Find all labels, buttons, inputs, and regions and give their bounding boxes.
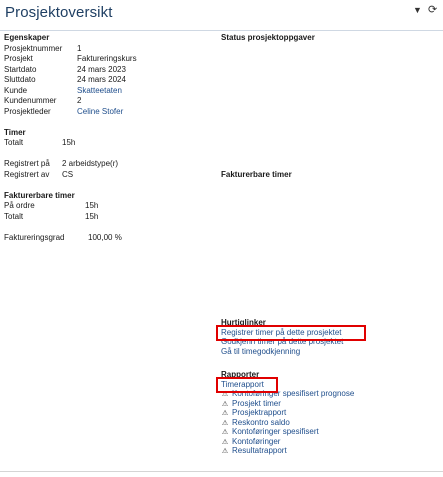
warning-icon: ⚠ [221, 410, 229, 417]
property-row [4, 75, 209, 86]
properties-title: Egenskaper [4, 33, 50, 42]
property-row [4, 44, 209, 55]
property-label: Prosjekt [4, 54, 33, 63]
billable-total-label: Totalt [4, 211, 24, 221]
property-row [4, 96, 209, 107]
billable-on-order-label: På ordre [4, 201, 35, 210]
warning-icon: ⚠ [221, 400, 229, 408]
report-link[interactable]: Reskontro saldo [232, 417, 290, 427]
report-row [221, 389, 354, 399]
quicklink-time-approval[interactable]: Gå til timegodkjenning [221, 346, 301, 356]
customer-link[interactable]: Skatteetaten [77, 85, 122, 95]
registered-value: 2 arbeidstype(r) [62, 159, 119, 168]
report-link[interactable]: Kontoføringer spesifisert prognose [232, 389, 355, 398]
property-label: Kundenummer [4, 96, 57, 105]
report-row [221, 418, 354, 428]
billable-on-order-value: 15h [85, 201, 99, 210]
property-row [4, 107, 209, 118]
right-column [221, 33, 436, 44]
panel-header [0, 0, 443, 31]
quicklink-register-hours[interactable]: Registrer timer på dette prosjektet [221, 327, 342, 337]
report-row [221, 427, 354, 437]
property-value: 1 [77, 43, 82, 53]
billing-rate-value: 100,00 % [88, 232, 122, 242]
chevron-down-icon[interactable]: ▼ [413, 5, 422, 15]
property-label: Startdato [4, 64, 37, 74]
property-value: 2 [77, 96, 82, 105]
property-label: Prosjektnummer [4, 43, 63, 53]
timer-total-value: 15h [62, 138, 76, 147]
report-row [221, 437, 354, 447]
registered-by-label: Registrert av [4, 169, 50, 179]
warning-icon: ⚠ [221, 391, 229, 398]
report-row [221, 408, 354, 418]
quicklinks-title: Hurtiglinker [221, 318, 266, 327]
report-link[interactable]: Prosjekt timer [232, 398, 281, 408]
warning-icon: ⚠ [221, 429, 229, 436]
registered-by-value: CS [62, 169, 74, 179]
billing-rate-label: Faktureringsgrad [4, 232, 65, 242]
property-value: Faktureringskurs [77, 54, 137, 63]
page-title: Prosjektoversikt [5, 4, 113, 21]
timer-total-row [4, 138, 209, 149]
billable-total-value: 15h [85, 211, 99, 221]
billable-total-row [4, 212, 209, 223]
warning-icon: ⚠ [221, 448, 229, 455]
report-row [221, 399, 354, 409]
timer-total-label: Totalt [4, 138, 24, 147]
property-row [4, 86, 209, 97]
report-link[interactable]: Kontoføringer spesifisert [232, 427, 319, 436]
quicklinks-section [221, 318, 343, 356]
registered-label: Registrert på [4, 159, 50, 168]
billable-right-title: Fakturerbare timer [221, 170, 292, 179]
billable-title: Fakturerbare timer [4, 190, 75, 200]
registered-row [4, 159, 209, 170]
report-link[interactable]: Kontoføringer [232, 436, 281, 446]
report-row [221, 446, 354, 456]
left-column [4, 33, 209, 243]
report-timerapport[interactable]: Timerapport [221, 379, 264, 389]
property-value: 24 mars 2024 [77, 75, 126, 84]
reports-title: Rapporter [221, 370, 260, 379]
project-manager-link[interactable]: Celine Stofer [77, 106, 124, 116]
reports-section [221, 370, 354, 456]
warning-icon: ⚠ [221, 419, 229, 427]
timer-title: Timer [4, 127, 26, 137]
property-value: 24 mars 2023 [77, 64, 126, 74]
property-row [4, 65, 209, 76]
warning-icon: ⚠ [221, 438, 229, 446]
property-label: Sluttdato [4, 75, 36, 84]
quicklink-approve-hours[interactable]: Godkjenn timer på dette prosjektet [221, 337, 344, 346]
property-row [4, 54, 209, 65]
refresh-icon[interactable]: ⟳ [428, 4, 438, 16]
property-label: Kunde [4, 85, 28, 95]
registered-by-row [4, 170, 209, 181]
billing-rate-row [4, 233, 209, 244]
divider [0, 471, 443, 472]
report-link[interactable]: Resultatrapport [232, 446, 287, 455]
status-title: Status prosjektoppgaver [221, 33, 315, 42]
property-label: Prosjektleder [4, 106, 51, 116]
billable-on-order-row [4, 201, 209, 212]
report-link[interactable]: Prosjektrapport [232, 408, 287, 417]
